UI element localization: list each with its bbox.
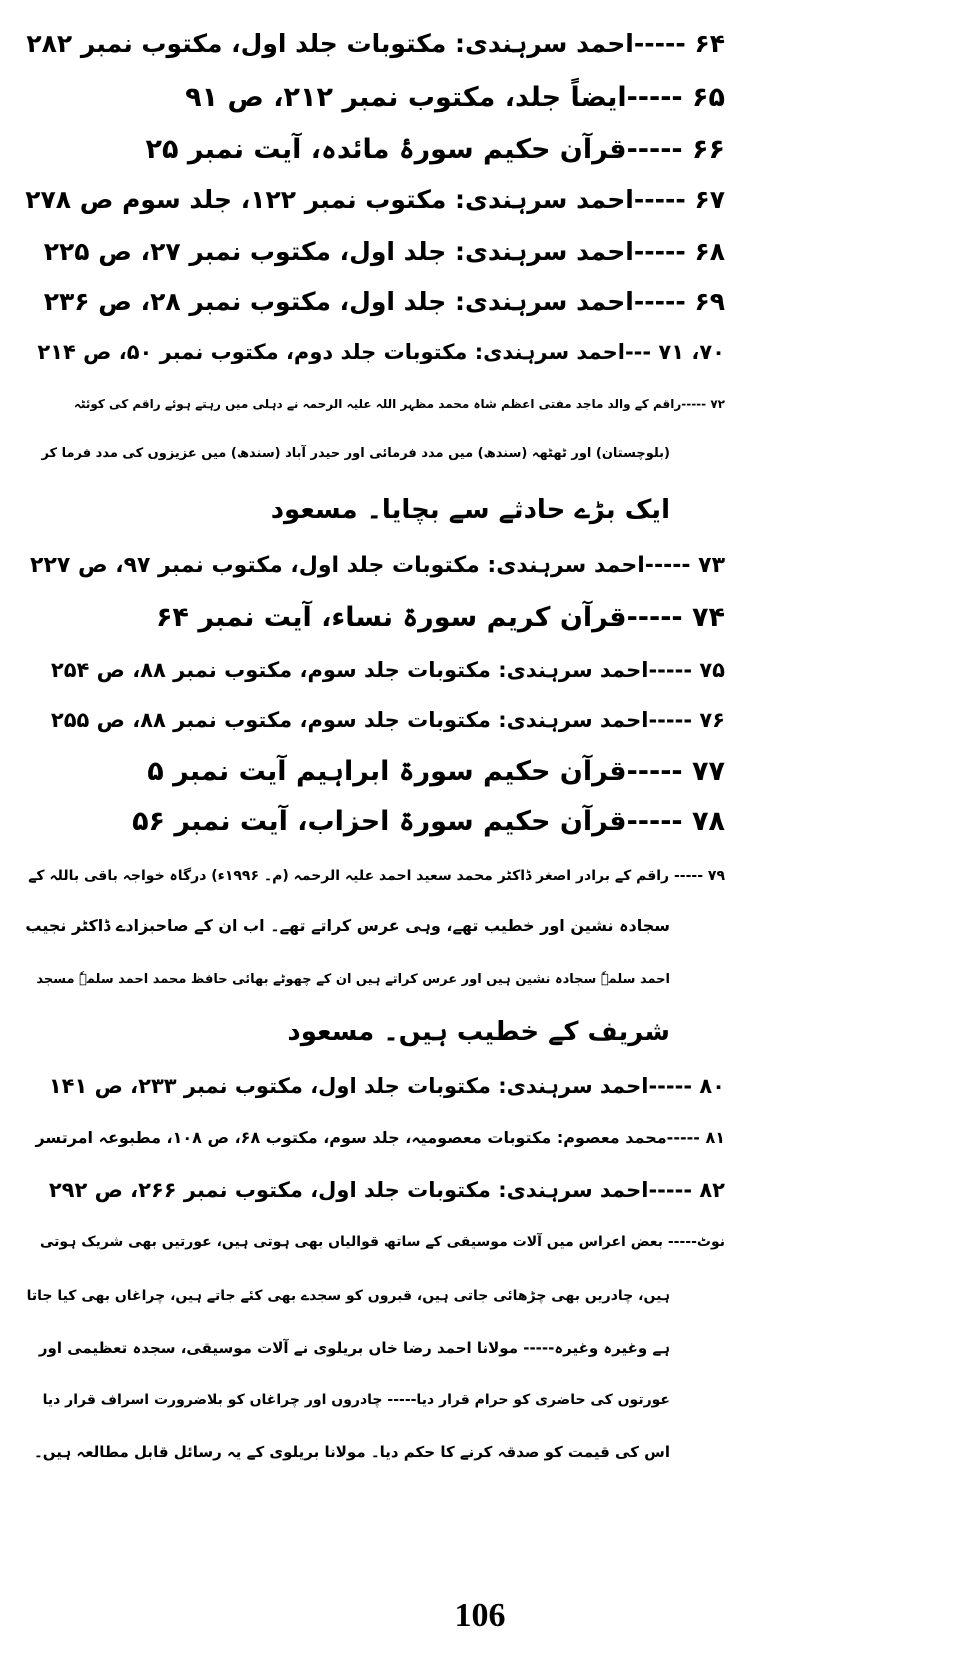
note-text: -----قرآن حکیم سورۃ ابراہیم آیت نمبر ۵ [147, 756, 683, 787]
note-text: -----قرآن کریم سورۃ نساء، آیت نمبر ۶۴ [155, 602, 683, 633]
note-number: ۸۲ [699, 1178, 725, 1202]
note-text: -----احمد سرہندی: جلد اول، مکتوب نمبر ۲۸، ص ۲۳۶ [43, 287, 686, 316]
note-text: -----احمد سرہندی: مکتوبات جلد اول، مکتوب نمبر ۲۸۲ [26, 29, 686, 58]
note-text: -----احمد سرہندی: مکتوبات جلد اول، مکتوب نمبر ۲۶۶، ص ۲۹۲ [48, 1178, 693, 1202]
note-text: -----محمد معصوم: مکتوبات معصومیہ، جلد سوم، مکتوب ۶۸، ص ۱۰۸، مطبوعہ امرتسر [35, 1128, 700, 1147]
note-paragraph-line-4 [43, 1380, 670, 1420]
note-number: ۶۹ [694, 287, 725, 316]
note-paragraph-line-2 [27, 1276, 670, 1316]
note-paragraph-line-3 [39, 1328, 670, 1368]
note-number: ۷۲ [710, 397, 725, 411]
note-number: ۶۷ [694, 185, 725, 214]
endnote-77 [147, 752, 725, 792]
note-number: ۸۱ [705, 1128, 725, 1147]
note-paragraph-line-1 [40, 1222, 725, 1262]
endnote-65 [185, 78, 725, 118]
note-text: -----احمد سرہندی: جلد اول، مکتوب نمبر ۲۷، ص ۲۲۵ [43, 237, 686, 266]
endnote-72-line-2 [41, 434, 670, 474]
note-text: ہیں، چادریں بھی چڑھائی جاتی ہیں، قبروں کو سجدے بھی کئے جاتے ہیں، چراغاں بھی کیا جاتا [26, 1288, 670, 1304]
note-text: ہے وغیرہ وغیرہ----- مولانا احمد رضا خاں بریلوی نے آلات موسیقی، سجدہ تعظیمی اور [38, 1339, 670, 1357]
endnote-72 [74, 384, 725, 424]
endnote-79-line-4 [287, 1012, 670, 1052]
endnote-73 [30, 546, 725, 586]
note-text: -----احمد سرہندی: مکتوبات جلد اول، مکتوب نمبر ۲۳۳، ص ۱۴۱ [48, 1074, 693, 1098]
endnote-67 [25, 180, 725, 220]
page-number: 106 [454, 1597, 506, 1634]
note-text: عورتوں کی حاضری کو حرام قرار دیا----- چادروں اور چراغاں کو بلاضرورت اسراف قرار دیا [42, 1392, 670, 1408]
note-text: -----احمد سرہندی: مکتوبات جلد سوم، مکتوب نمبر ۸۸، ص ۲۵۵ [50, 708, 693, 732]
note-number: ۶۵ [692, 82, 725, 113]
endnote-76 [51, 700, 725, 740]
endnote-78 [132, 802, 725, 842]
endnote-64 [26, 24, 725, 64]
endnote-69 [44, 282, 725, 322]
note-number: ۷۵ [699, 658, 725, 682]
note-paragraph-line-5 [34, 1432, 670, 1472]
note-number: ۷۸ [692, 806, 725, 837]
endnote-70-71 [37, 332, 725, 372]
endnote-66 [146, 130, 725, 170]
endnote-82 [49, 1170, 725, 1210]
note-text: -----احمد سرہندی: مکتوبات جلد سوم، مکتوب نمبر ۸۸، ص ۲۵۴ [50, 658, 693, 682]
note-number: ۸۰ [699, 1074, 725, 1098]
endnote-72-line-3 [271, 490, 670, 530]
endnote-79 [28, 856, 725, 896]
note-text: -----راقم کے والد ماجد مفتی اعظم شاہ محمد مظہر اللہ علیہ الرحمہ نے دہلی میں رہتے ہوئے راقم کی کوئٹہ [73, 397, 707, 411]
note-number: ۷۹ [707, 868, 725, 884]
endnote-79-line-2 [25, 906, 670, 946]
note-number: ۶۶ [692, 134, 725, 165]
note-text: -----احمد سرہندی: مکتوب نمبر ۱۲۲، جلد سوم ص ۲۷۸ [25, 185, 686, 214]
endnote-74 [156, 598, 725, 638]
note-text: سجادہ نشین اور خطیب تھے، وہی عرس کراتے تھے۔ اب ان کے صاحبزادے ڈاکٹر نجیب [25, 916, 670, 935]
note-text: شریف کے خطیب ہیں۔ مسعود [287, 1017, 670, 1047]
endnote-79-line-3 [36, 960, 670, 1000]
endnote-75 [51, 650, 725, 690]
note-text: ----- راقم کے برادر اصغر ڈاکٹر محمد سعید احمد علیہ الرحمہ (م۔ ۱۹۹۶ء) درگاہ خواجہ باقی باللہ کے [28, 868, 704, 884]
note-text: (بلوچستان) اور ٹھٹھہ (سندھ) میں مدد فرمائی اور حیدر آباد (سندھ) میں عزیزوں کی مدد فرما کر [41, 446, 670, 461]
note-text: اس کی قیمت کو صدقہ کرنے کا حکم دیا۔ مولانا بریلوی کے یہ رسائل قابل مطالعہ ہیں۔ [33, 1443, 670, 1461]
endnote-80 [49, 1066, 725, 1106]
note-number: ۷۰، ۷۱ [658, 340, 725, 364]
note-number: ۷۳ [698, 553, 725, 578]
note-number: ۷۴ [692, 602, 725, 633]
note-text: -----ایضاً جلد، مکتوب نمبر ۲۱۲، ص ۹۱ [185, 82, 683, 113]
note-text: -----احمد سرہندی: مکتوبات جلد اول، مکتوب نمبر ۹۷، ص ۲۲۷ [30, 553, 691, 578]
note-text: ایک بڑے حادثے سے بچایا۔ مسعود [270, 495, 670, 525]
note-text: ---احمد سرہندی: مکتوبات جلد دوم، مکتوب نمبر ۵۰، ص ۲۱۴ [37, 340, 652, 364]
note-text: احمد سلمہٗ سجادہ نشین ہیں اور عرس کراتے ہیں ان کے چھوٹے بھائی حافظ محمد احمد سلمہٗ مسجد [36, 972, 670, 987]
endnote-81 [35, 1118, 725, 1158]
note-number: ۶۸ [694, 237, 725, 266]
note-number: ۷۷ [692, 756, 725, 787]
endnote-68 [44, 232, 725, 272]
note-text: -----قرآن حکیم سورۂ مائدہ، آیت نمبر ۲۵ [145, 134, 683, 165]
note-text: -----قرآن حکیم سورۃ احزاب، آیت نمبر ۵۶ [132, 806, 683, 837]
note-number: ۷۶ [699, 708, 725, 732]
note-number: ۶۴ [694, 29, 725, 58]
note-text: نوٹ----- بعض اعراس میں آلات موسیقی کے ساتھ قوالیاں بھی ہوتی ہیں، عورتیں بھی شریک ہوتی [39, 1234, 725, 1250]
